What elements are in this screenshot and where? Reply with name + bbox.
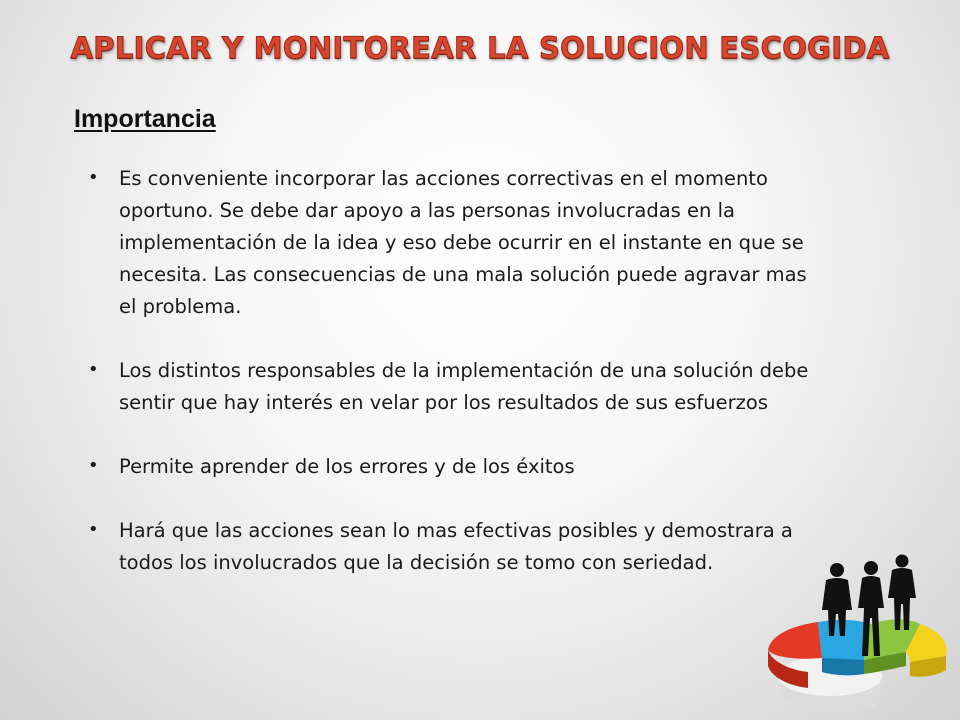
bullet-dot-icon: • <box>88 519 99 540</box>
bullet-dot-icon: • <box>88 359 99 380</box>
bullet-dot-icon: • <box>88 167 99 188</box>
bullet-text: Es conveniente incorporar las acciones correctivas en el momento oportuno. Se debe dar apoyo a las personas involucradas en la implementación de la idea y eso debe ocurrir en el instante en que se necesita. Las consecuencias de una mala solución puede agravar mas el problema. <box>119 167 807 318</box>
slide-title: APLICAR Y MONITOREAR LA SOLUCION ESCOGIDA <box>70 31 890 66</box>
bullet-text: Hará que las acciones sean lo mas efectivas posibles y demostrara a todos los involucrados que la decisión se tomo con seriedad. <box>119 519 793 574</box>
pie-chart-base <box>768 620 947 713</box>
bullet-item <box>88 515 828 579</box>
bullet-text: Permite aprender de los errores y de los éxitos <box>119 455 575 478</box>
section-heading: Importancia <box>74 105 216 133</box>
bullet-item <box>88 451 828 483</box>
bullet-item <box>88 163 828 323</box>
business-people-on-pie-chart-icon <box>760 548 960 720</box>
bullet-list <box>88 163 828 611</box>
bullet-item <box>88 355 828 419</box>
bullet-text: Los distintos responsables de la implementación de una solución debe sentir que hay interés en velar por los resultados de sus esfuerzos <box>119 359 809 414</box>
bullet-dot-icon: • <box>88 455 99 476</box>
